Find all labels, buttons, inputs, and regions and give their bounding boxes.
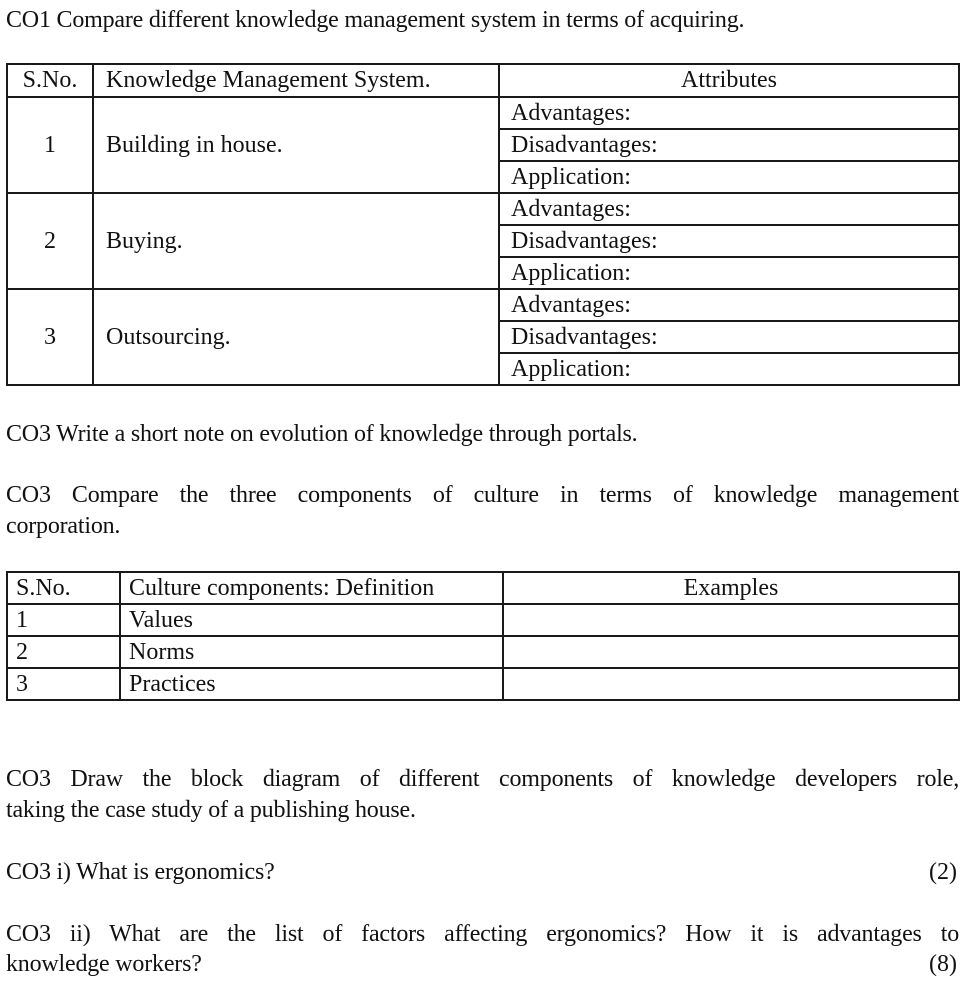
table-header-row	[7, 64, 959, 97]
marks-q5: (2)	[929, 859, 957, 885]
row-sno: 3	[7, 289, 93, 385]
question-co3-block-diagram-line1: CO3 Draw the block diagram of different components of knowledge developers role,	[6, 766, 959, 792]
row-sno: 2	[7, 636, 120, 668]
row-component: Values	[120, 604, 503, 636]
question-co3-portals: CO3 Write a short note on evolution of knowledge through portals.	[6, 421, 638, 447]
attribute-advantages: Advantages:	[499, 193, 959, 225]
header-definition: Culture components: Definition	[120, 572, 503, 604]
row-sno: 3	[7, 668, 120, 700]
attribute-disadvantages: Disadvantages:	[499, 225, 959, 257]
attribute-application: Application:	[499, 353, 959, 385]
table-row	[7, 97, 959, 129]
row-sno: 1	[7, 97, 93, 193]
knowledge-management-systems-table	[6, 63, 960, 386]
header-attributes: Attributes	[499, 64, 959, 97]
row-system: Outsourcing.	[93, 289, 499, 385]
table-row	[7, 636, 959, 668]
attribute-advantages: Advantages:	[499, 289, 959, 321]
header-sno: S.No.	[7, 64, 93, 97]
table-row	[7, 668, 959, 700]
culture-components-table	[6, 571, 960, 701]
question-co3-block-diagram-line2: taking the case study of a publishing house.	[6, 797, 416, 823]
header-system: Knowledge Management System.	[93, 64, 499, 97]
table-row	[7, 289, 959, 321]
attribute-disadvantages: Disadvantages:	[499, 321, 959, 353]
question-co3-ergonomics-ii-line1: CO3 ii) What are the list of factors affecting ergonomics? How it is advantages to	[6, 921, 959, 947]
row-system: Buying.	[93, 193, 499, 289]
row-component: Practices	[120, 668, 503, 700]
attribute-application: Application:	[499, 161, 959, 193]
header-sno: S.No.	[7, 572, 120, 604]
table-row	[7, 604, 959, 636]
row-sno: 1	[7, 604, 120, 636]
question-co3-ergonomics-ii-line2: knowledge workers?	[6, 951, 202, 977]
row-example	[503, 636, 959, 668]
row-sno: 2	[7, 193, 93, 289]
table-row	[7, 193, 959, 225]
row-example	[503, 604, 959, 636]
attribute-advantages: Advantages:	[499, 97, 959, 129]
row-example	[503, 668, 959, 700]
question-co3-culture-line2: corporation.	[6, 513, 121, 539]
marks-q6: (8)	[929, 951, 957, 977]
row-system: Building in house.	[93, 97, 499, 193]
question-co3-culture-line1: CO3 Compare the three components of culture in terms of knowledge management	[6, 482, 959, 508]
attribute-application: Application:	[499, 257, 959, 289]
row-component: Norms	[120, 636, 503, 668]
header-examples: Examples	[503, 572, 959, 604]
table-header-row	[7, 572, 959, 604]
question-co3-ergonomics-i: CO3 i) What is ergonomics?	[6, 859, 275, 885]
question-co1: CO1 Compare different knowledge management system in terms of acquiring.	[6, 7, 745, 33]
attribute-disadvantages: Disadvantages:	[499, 129, 959, 161]
